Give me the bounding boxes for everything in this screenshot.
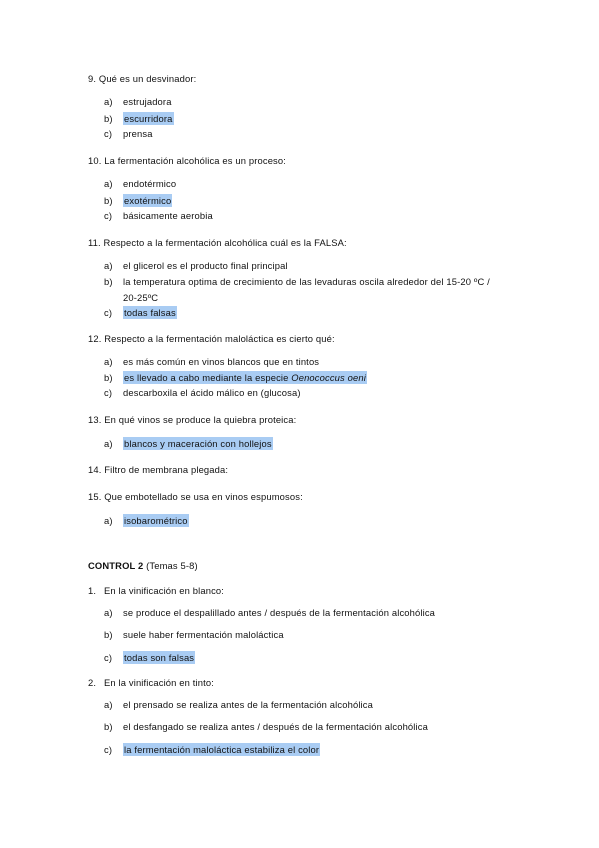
q9-option-b [104,112,174,125]
highlighted-answer: isobarométrico [124,515,188,526]
option-letter: b) [104,629,113,640]
option-text: estrujadora [123,96,172,107]
option-letter: a) [104,178,113,189]
c2q1-option-b [104,629,284,640]
option-letter: a) [104,260,113,271]
q10-option-a [104,178,176,189]
c2q2-option-a [104,699,373,710]
highlighted-answer: escurridora [124,113,173,124]
highlighted-answer: todas son falsas [124,652,195,663]
q9-option-a [104,96,172,107]
c2q2-option-c [104,743,320,756]
option-text: el desfangado se realiza antes / después de la fermentación alcohólica [123,721,428,732]
option-text: suele haber fermentación maloláctica [123,629,284,640]
option-text: básicamente aerobia [123,210,213,221]
question-11: 11. Respecto a la fermentación alcohólica cuál es la FALSA: [88,237,347,248]
option-text: el prensado se realiza antes de la fermentación alcohólica [123,699,373,710]
q12-option-c [104,387,301,398]
option-letter: b) [104,195,113,206]
option-letter: c) [104,307,113,318]
option-text: endotérmico [123,178,177,189]
control2-question-2 [88,677,214,688]
option-text: se produce el despalillado antes / después de la fermentación alcohólica [123,607,436,618]
q15-option-a [104,514,189,527]
option-letter: c) [104,652,113,663]
section-title-subtitle: (Temas 5-8) [143,560,198,571]
highlighted-answer: exotérmico [124,195,172,206]
option-letter: a) [104,438,113,449]
c2q2-option-b [104,721,428,732]
option-letter: a) [104,356,113,367]
option-letter: a) [104,699,113,710]
option-letter: c) [104,210,113,221]
question-13: 13. En qué vinos se produce la quiebra proteica: [88,414,297,425]
c2q1-option-a [104,607,435,618]
option-letter: b) [104,113,113,124]
question-number: 2. [88,677,97,688]
option-letter: b) [104,276,113,287]
q11-option-c [104,306,177,319]
q12-option-a [104,356,319,367]
highlighted-answer: la fermentación maloláctica estabiliza el color [124,744,320,755]
option-letter: b) [104,372,113,383]
q10-option-b [104,194,172,207]
question-text: En la vinificación en tinto: [104,677,214,688]
section-title [88,560,198,571]
question-14: 14. Filtro de membrana plegada: [88,464,229,475]
q13-option-a [104,437,273,450]
option-letter: c) [104,387,113,398]
answer-text: es llevado a cabo mediante la especie [124,372,292,383]
question-number: 1. [88,585,97,596]
question-9: 9. Qué es un desvinador: [88,73,197,84]
option-letter: c) [104,128,113,139]
q11-option-a [104,260,288,271]
q11-option-b [104,276,490,287]
q11-option-b-continuation: 20-25ºC [123,292,159,303]
option-text: prensa [123,128,153,139]
option-letter: a) [104,96,113,107]
q9-option-c [104,128,153,139]
section-title-bold: CONTROL 2 [88,560,144,571]
option-text: la temperatura optima de crecimiento de las levaduras oscila alrededor del 15-20 ºC / [123,276,490,287]
q10-option-c [104,210,213,221]
c2q1-option-c [104,651,195,664]
option-letter: a) [104,607,113,618]
q12-option-b [104,371,367,384]
question-text: En la vinificación en blanco: [104,585,225,596]
species-name: Oenococcus oeni [291,372,366,383]
control2-question-1 [88,585,224,596]
option-text: descarboxila el ácido málico en (glucosa) [123,387,301,398]
option-text: es más común en vinos blancos que en tintos [123,356,320,367]
highlighted-answer: blancos y maceración con hollejos [124,438,272,449]
option-letter: a) [104,515,113,526]
highlighted-answer: todas falsas [124,307,176,318]
highlighted-answer [123,371,367,384]
option-text: el glicerol es el producto final principal [123,260,288,271]
option-letter: b) [104,721,113,732]
option-letter: c) [104,744,113,755]
question-15: 15. Que embotellado se usa en vinos espumosos: [88,491,303,502]
question-10: 10. La fermentación alcohólica es un proceso: [88,155,287,166]
question-12: 12. Respecto a la fermentación maloláctica es cierto qué: [88,333,335,344]
